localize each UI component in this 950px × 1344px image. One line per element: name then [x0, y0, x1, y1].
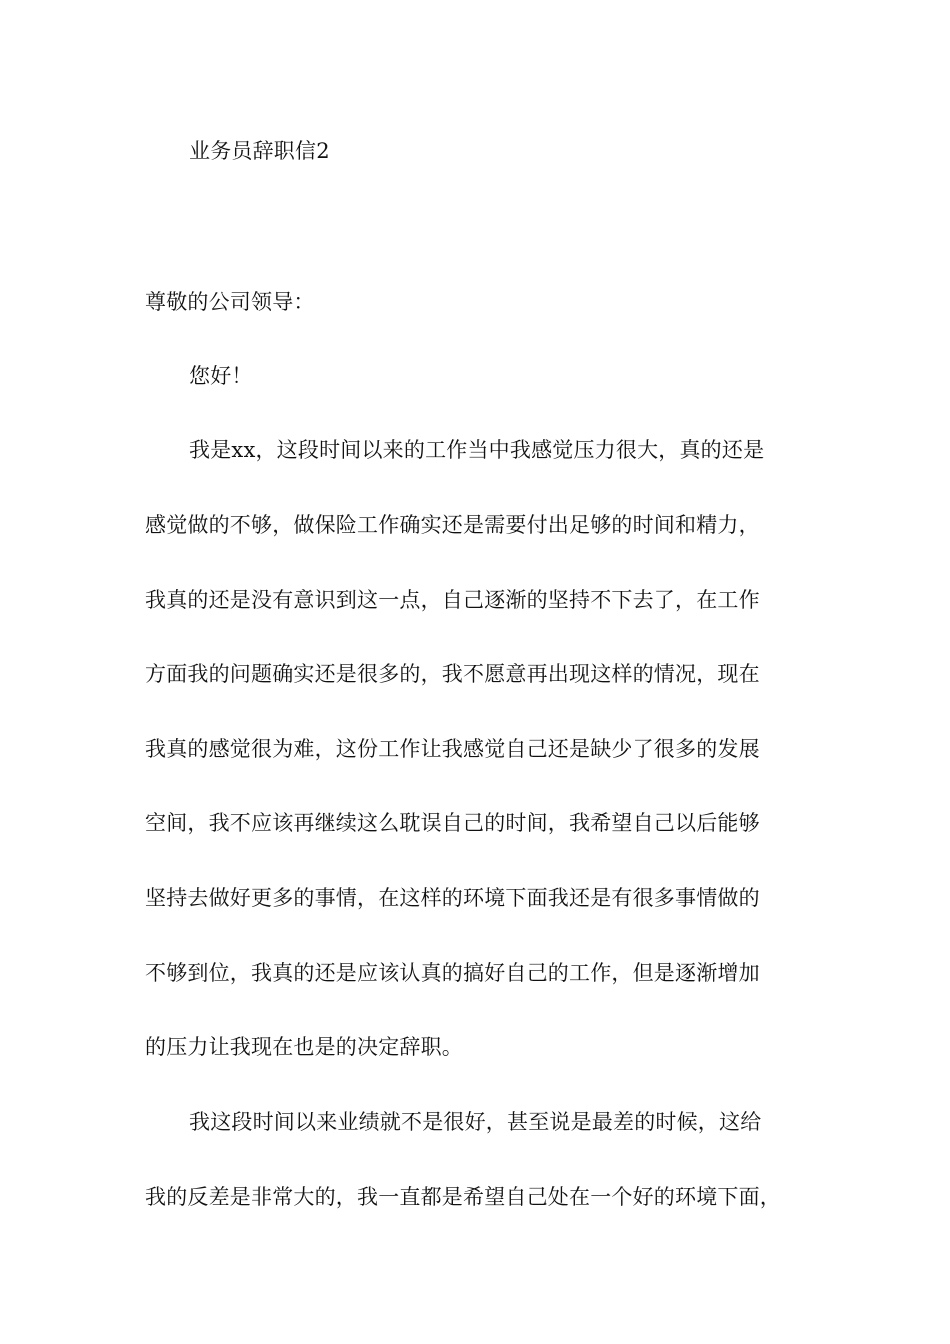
body-line: 感觉做的不够，做保险工作确实还是需要付出足够的时间和精力， — [145, 513, 760, 537]
body-line: 的压力让我现在也是的决定辞职。 — [145, 1035, 463, 1059]
body-line: 我真的感觉很为难，这份工作让我感觉自己还是缺少了很多的发展 — [145, 737, 760, 761]
document-title: 业务员辞职信2 — [189, 139, 330, 163]
salutation: 尊敬的公司领导： — [145, 290, 315, 314]
greeting: 您好！ — [189, 364, 253, 388]
body-line: 方面我的问题确实还是很多的，我不愿意再出现这样的情况，现在 — [145, 662, 760, 686]
body-line: 我是xx，这段时间以来的工作当中我感觉压力很大，真的还是 — [189, 438, 765, 462]
body-line: 空间，我不应该再继续这么耽误自己的时间，我希望自己以后能够 — [145, 811, 760, 835]
body-line: 不够到位，我真的还是应该认真的搞好自己的工作，但是逐渐增加 — [145, 961, 760, 985]
body-line: 坚持去做好更多的事情，在这样的环境下面我还是有很多事情做的 — [145, 886, 760, 910]
body-line: 我真的还是没有意识到这一点，自己逐渐的坚持不下去了，在工作 — [145, 588, 760, 612]
body-line: 我的反差是非常大的，我一直都是希望自己处在一个好的环境下面， — [145, 1185, 781, 1209]
body-line: 我这段时间以来业绩就不是很好，甚至说是最差的时候，这给 — [189, 1110, 762, 1134]
